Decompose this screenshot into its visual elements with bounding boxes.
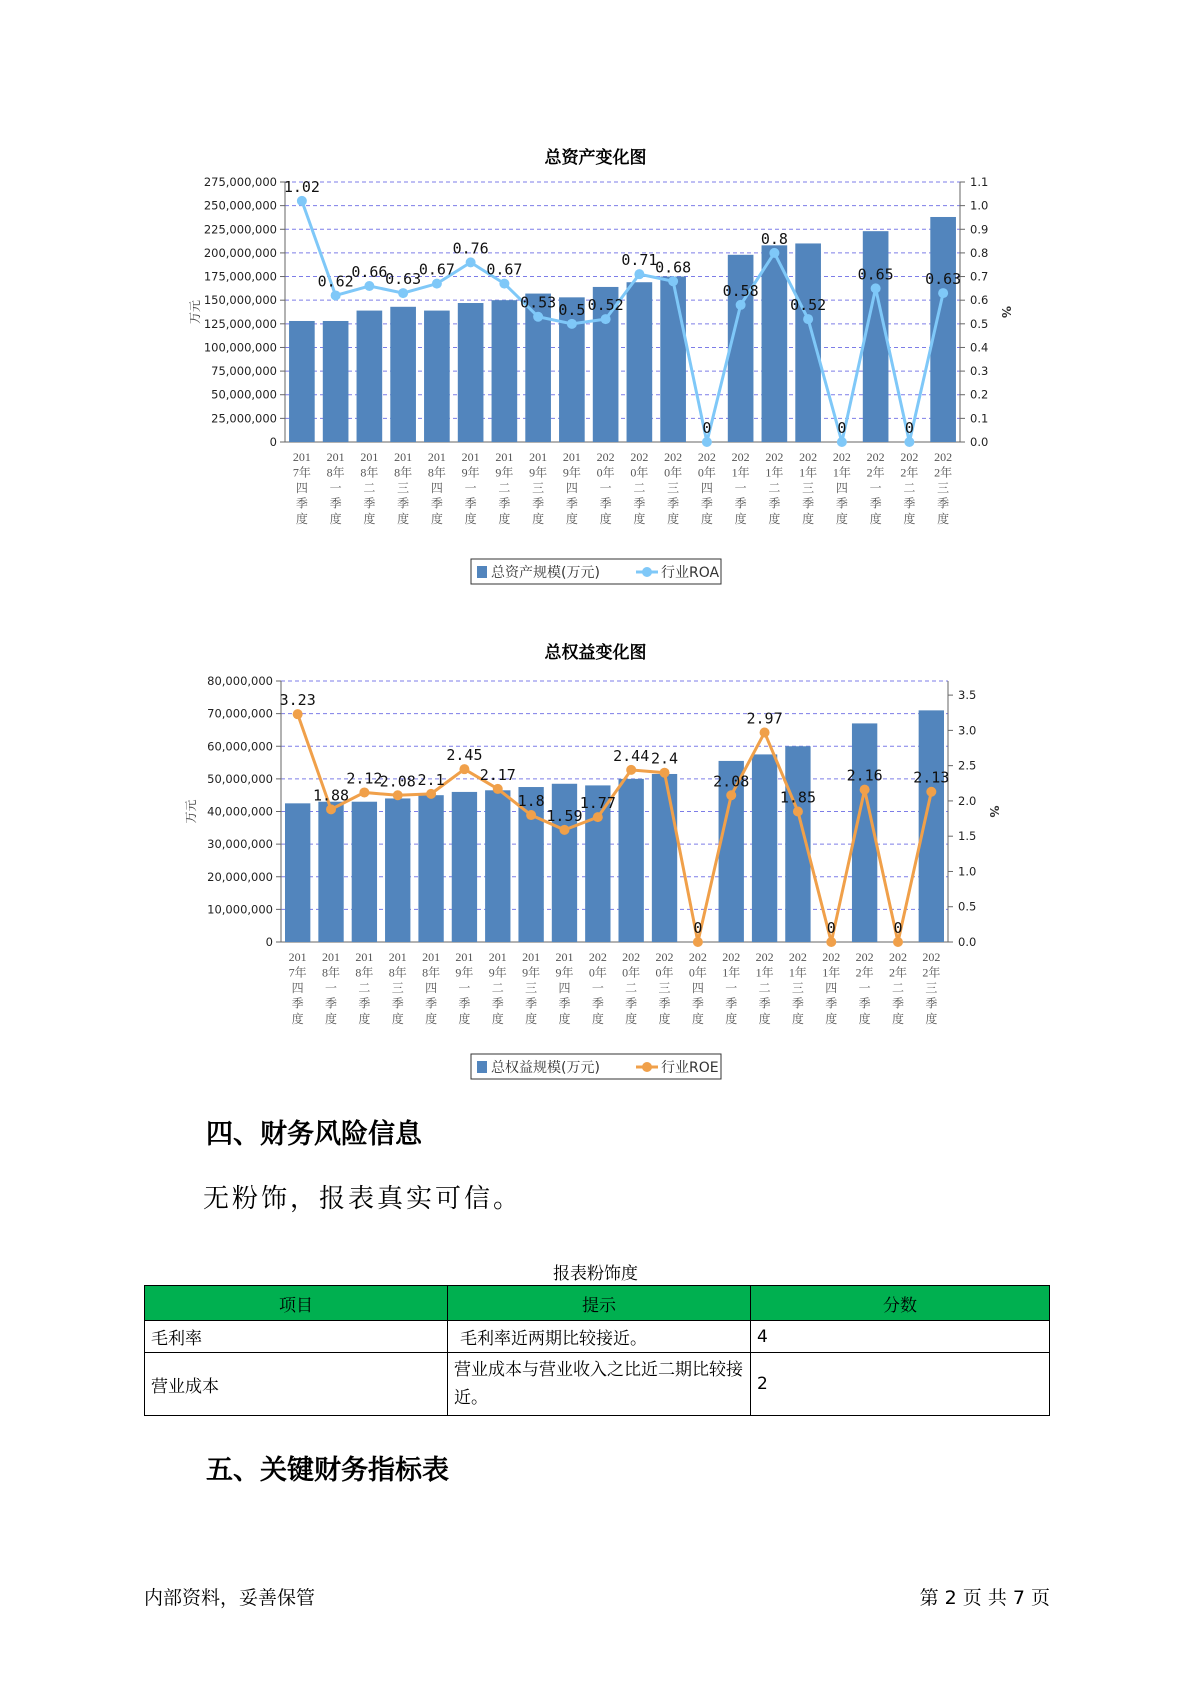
y-tick-label: 60,000,000 xyxy=(207,739,273,754)
y-tick-label: 125,000,000 xyxy=(203,316,277,331)
y2-axis-title: % xyxy=(999,305,1013,319)
line-point xyxy=(837,437,847,447)
bar xyxy=(458,303,484,442)
equity-chart-title: 总权益变化图 xyxy=(544,643,647,663)
x-tick-label: 201 7年四季度 xyxy=(288,950,307,1026)
line-point xyxy=(736,300,746,310)
data-label: 0.63 xyxy=(925,270,962,289)
data-label: 0.71 xyxy=(621,251,658,270)
line-point xyxy=(904,437,914,447)
y-tick-label: 50,000,000 xyxy=(207,771,273,786)
data-label: 0 xyxy=(693,919,703,937)
legend-bar-swatch xyxy=(477,1061,487,1073)
data-label: 0.52 xyxy=(587,296,624,315)
bar xyxy=(352,802,377,942)
bar xyxy=(323,321,349,442)
data-label: 0.52 xyxy=(790,296,827,315)
x-tick-label: 202 0年四季度 xyxy=(697,450,716,526)
line-point xyxy=(760,727,770,737)
x-tick-label: 202 2年二季度 xyxy=(888,950,907,1026)
x-tick-label: 201 9年四季度 xyxy=(562,450,581,526)
data-label: 0.53 xyxy=(520,293,557,312)
line-point xyxy=(668,276,678,286)
x-tick-label: 202 1年二季度 xyxy=(755,950,774,1026)
section5-heading: 五、关键财务指标表 xyxy=(206,1455,449,1486)
header-score: 分数 xyxy=(751,1286,1050,1321)
y-tick-label: 100,000,000 xyxy=(203,340,277,355)
bar xyxy=(752,754,777,942)
x-tick-label: 201 8年三季度 xyxy=(394,450,413,526)
line-point xyxy=(769,248,779,258)
bar xyxy=(285,803,310,942)
legend-line-label: 行业ROE xyxy=(661,1060,719,1076)
data-label: 0.63 xyxy=(385,270,422,289)
data-label: 0 xyxy=(826,919,836,937)
risk-table-caption: 报表粉饰度 xyxy=(553,1264,638,1284)
line-point xyxy=(601,314,611,324)
line-point xyxy=(702,437,712,447)
footer-page-number: 第 2 页 共 7 页 xyxy=(919,1587,1050,1609)
line-point xyxy=(493,784,503,794)
footer-left: 内部资料，妥善保管 xyxy=(144,1587,316,1609)
y2-tick-label: 0.0 xyxy=(970,435,989,449)
bar xyxy=(795,243,821,442)
y-tick-label: 275,000,000 xyxy=(203,175,277,189)
line-point xyxy=(926,787,936,797)
line-point xyxy=(331,290,341,300)
bar xyxy=(424,311,450,442)
line-point xyxy=(826,937,836,947)
x-tick-label: 202 0年一季度 xyxy=(596,450,615,526)
y-tick-label: 80,000,000 xyxy=(207,674,273,688)
x-tick-label: 201 9年三季度 xyxy=(529,450,548,526)
line-point xyxy=(398,288,408,298)
bar xyxy=(452,792,477,942)
legend-bar-label: 总资产规模(万元) xyxy=(491,565,600,581)
line-point xyxy=(426,789,436,799)
data-label: 1.02 xyxy=(283,177,320,196)
bar xyxy=(357,311,383,442)
y2-axis-title: % xyxy=(987,805,1001,818)
x-tick-label: 202 2年三季度 xyxy=(922,950,941,1026)
y2-tick-label: 0.0 xyxy=(958,935,977,949)
legend-bar-swatch xyxy=(477,566,487,578)
data-label: 2.08 xyxy=(379,772,416,791)
line-point xyxy=(938,288,948,298)
y-tick-label: 40,000,000 xyxy=(207,804,273,819)
x-tick-label: 201 9年四季度 xyxy=(555,950,574,1026)
data-label: 1.59 xyxy=(546,806,583,825)
y-tick-label: 0 xyxy=(265,935,273,949)
y2-tick-label: 0.8 xyxy=(970,245,989,260)
line-point xyxy=(626,765,636,775)
line-point xyxy=(526,810,536,820)
data-label: 1.88 xyxy=(312,786,350,805)
row-score: 2 xyxy=(751,1353,1050,1416)
data-label: 2.17 xyxy=(479,765,516,784)
legend-line-marker xyxy=(642,567,652,577)
x-tick-label: 201 8年四季度 xyxy=(427,450,446,526)
line-point xyxy=(803,314,813,324)
line-point xyxy=(459,764,469,774)
line-point xyxy=(593,812,603,822)
y2-tick-label: 0.5 xyxy=(970,316,989,331)
header-hint: 提示 xyxy=(448,1286,751,1321)
x-tick-label: 202 1年三季度 xyxy=(799,450,818,526)
data-label: 0 xyxy=(837,419,847,437)
x-tick-label: 201 8年三季度 xyxy=(388,950,407,1026)
bar xyxy=(619,779,644,942)
bar xyxy=(418,795,443,942)
y2-tick-label: 0.3 xyxy=(970,364,989,379)
x-tick-label: 201 9年一季度 xyxy=(455,950,474,1026)
x-tick-label: 202 0年二季度 xyxy=(630,450,649,526)
section4-heading: 四、财务风险信息 xyxy=(206,1119,422,1150)
data-label: 0.66 xyxy=(351,263,388,281)
bar xyxy=(318,802,343,942)
data-label: 2.97 xyxy=(746,709,783,728)
y-tick-label: 175,000,000 xyxy=(203,269,277,284)
x-tick-label: 202 0年二季度 xyxy=(622,950,641,1026)
data-label: 0.62 xyxy=(317,272,354,291)
line-point xyxy=(860,785,870,795)
data-label: 0.76 xyxy=(452,239,489,258)
bar xyxy=(652,774,677,942)
x-tick-label: 202 0年四季度 xyxy=(688,950,707,1026)
x-tick-label: 202 0年三季度 xyxy=(664,450,683,526)
y2-tick-label: 0.5 xyxy=(958,899,977,914)
x-tick-label: 202 0年一季度 xyxy=(588,950,607,1026)
y2-tick-label: 0.1 xyxy=(970,411,989,426)
row-hint: 毛利率近两期比较接近。 xyxy=(448,1321,751,1353)
line-point xyxy=(393,790,403,800)
table-header-row xyxy=(145,1286,1050,1321)
data-label: 0.68 xyxy=(655,258,692,277)
bar xyxy=(660,277,686,442)
data-label: 2.12 xyxy=(346,769,383,788)
data-label: 0.5 xyxy=(558,300,586,319)
x-tick-label: 202 1年一季度 xyxy=(722,950,741,1026)
x-tick-label: 202 1年三季度 xyxy=(788,950,807,1026)
x-tick-label: 202 1年四季度 xyxy=(822,950,841,1026)
row-item: 营业成本 xyxy=(145,1353,448,1416)
y-tick-label: 25,000,000 xyxy=(211,411,277,426)
y2-tick-label: 1.5 xyxy=(958,829,977,844)
x-tick-label: 201 8年四季度 xyxy=(422,950,441,1026)
line-point xyxy=(432,279,442,289)
x-tick-label: 201 9年二季度 xyxy=(495,450,514,526)
data-label: 0.67 xyxy=(418,260,455,279)
x-tick-label: 201 9年二季度 xyxy=(488,950,507,1026)
y2-tick-label: 0.7 xyxy=(970,269,989,284)
data-label: 2.44 xyxy=(613,746,650,765)
line-point xyxy=(793,807,803,817)
assets-chart xyxy=(0,170,1191,590)
line-point xyxy=(634,269,644,279)
x-tick-label: 202 2年一季度 xyxy=(866,450,885,526)
data-label: 2.4 xyxy=(650,749,679,768)
line-point xyxy=(499,279,509,289)
line-point xyxy=(326,804,336,814)
data-label: 2.13 xyxy=(913,768,950,787)
data-label: 0.8 xyxy=(760,229,788,248)
risk-table xyxy=(144,1285,1050,1416)
table-row xyxy=(145,1353,1050,1416)
x-tick-label: 202 1年一季度 xyxy=(731,450,750,526)
x-tick-label: 202 2年三季度 xyxy=(934,450,953,526)
data-label: 0.58 xyxy=(722,281,759,300)
y2-tick-label: 1.0 xyxy=(958,864,977,879)
row-hint: 营业成本与营业收入之比近二期比较接近。 xyxy=(448,1353,751,1416)
x-tick-label: 202 1年四季度 xyxy=(832,450,851,526)
line-point xyxy=(466,257,476,267)
y2-tick-label: 2.5 xyxy=(958,758,977,773)
data-label: 0 xyxy=(904,419,914,437)
y2-tick-label: 0.4 xyxy=(970,340,989,355)
data-label: 0.67 xyxy=(486,260,523,279)
bar xyxy=(863,231,889,442)
y-axis-title: 万元 xyxy=(188,299,202,325)
y-tick-label: 30,000,000 xyxy=(207,837,273,852)
x-tick-label: 201 8年二季度 xyxy=(360,450,379,526)
data-label: 0.65 xyxy=(857,265,894,284)
y-tick-label: 250,000,000 xyxy=(203,198,277,213)
y2-tick-label: 0.6 xyxy=(970,293,989,308)
bar xyxy=(390,307,416,442)
line-point xyxy=(559,825,569,835)
data-label: 1.77 xyxy=(579,794,616,813)
data-label: 0 xyxy=(702,419,712,437)
y2-tick-label: 0.9 xyxy=(970,222,989,237)
line-point xyxy=(297,196,307,206)
y2-tick-label: 1.0 xyxy=(970,198,989,213)
x-tick-label: 201 7年四季度 xyxy=(292,450,311,526)
x-tick-label: 202 0年三季度 xyxy=(655,950,674,1026)
x-tick-label: 201 8年一季度 xyxy=(326,450,345,526)
y-tick-label: 20,000,000 xyxy=(207,869,273,884)
assets-chart-title: 总资产变化图 xyxy=(544,148,647,168)
y-tick-label: 75,000,000 xyxy=(211,364,277,379)
x-tick-label: 202 2年一季度 xyxy=(855,950,874,1026)
y-tick-label: 200,000,000 xyxy=(203,245,277,260)
x-tick-label: 202 1年二季度 xyxy=(765,450,784,526)
line-point xyxy=(293,709,303,719)
y-axis-title: 万元 xyxy=(184,799,198,824)
y-tick-label: 225,000,000 xyxy=(203,222,277,237)
bar xyxy=(762,245,788,442)
x-tick-label: 202 2年二季度 xyxy=(900,450,919,526)
row-score: 4 xyxy=(751,1321,1050,1353)
data-label: 2.08 xyxy=(713,772,750,791)
line-point xyxy=(871,283,881,293)
bar xyxy=(485,790,510,942)
y-tick-label: 70,000,000 xyxy=(207,706,273,721)
line-point xyxy=(359,787,369,797)
data-label: 3.23 xyxy=(279,691,316,710)
data-label: 1.85 xyxy=(779,788,816,807)
line-point xyxy=(660,768,670,778)
line-point xyxy=(533,312,543,322)
equity-chart xyxy=(0,665,1191,1085)
y2-tick-label: 0.2 xyxy=(970,387,989,402)
x-tick-label: 201 8年二季度 xyxy=(355,950,374,1026)
bar xyxy=(289,321,315,442)
y-tick-label: 50,000,000 xyxy=(211,387,277,402)
data-label: 2.1 xyxy=(417,770,445,789)
y2-tick-label: 3.5 xyxy=(958,688,977,703)
bar xyxy=(492,300,518,442)
y2-tick-label: 1.1 xyxy=(970,175,989,189)
data-label: 2.45 xyxy=(446,746,483,765)
y2-tick-label: 3.0 xyxy=(958,723,977,738)
bar xyxy=(385,798,410,942)
line-point xyxy=(726,790,736,800)
table-row xyxy=(145,1321,1050,1353)
line-point xyxy=(364,281,374,291)
data-label: 1.8 xyxy=(517,792,545,811)
y2-tick-label: 2.0 xyxy=(958,793,977,808)
y-tick-label: 10,000,000 xyxy=(207,902,273,917)
line-point xyxy=(893,937,903,947)
x-tick-label: 201 9年一季度 xyxy=(461,450,480,526)
header-item: 项目 xyxy=(145,1286,448,1321)
data-label: 0 xyxy=(893,919,903,937)
x-tick-label: 201 8年一季度 xyxy=(322,950,341,1026)
legend-line-label: 行业ROA xyxy=(661,565,720,581)
legend-line-marker xyxy=(642,1062,652,1072)
legend-bar-label: 总权益规模(万元) xyxy=(491,1060,600,1076)
y-tick-label: 150,000,000 xyxy=(203,293,277,308)
row-item: 毛利率 xyxy=(145,1321,448,1353)
line-point xyxy=(567,319,577,329)
y-tick-label: 0 xyxy=(269,435,277,449)
risk-summary-text: 无粉饰，报表真实可信。 xyxy=(203,1184,523,1214)
line-point xyxy=(693,937,703,947)
data-label: 2.16 xyxy=(846,766,883,785)
x-tick-label: 201 9年三季度 xyxy=(522,950,541,1026)
bar xyxy=(627,282,653,442)
